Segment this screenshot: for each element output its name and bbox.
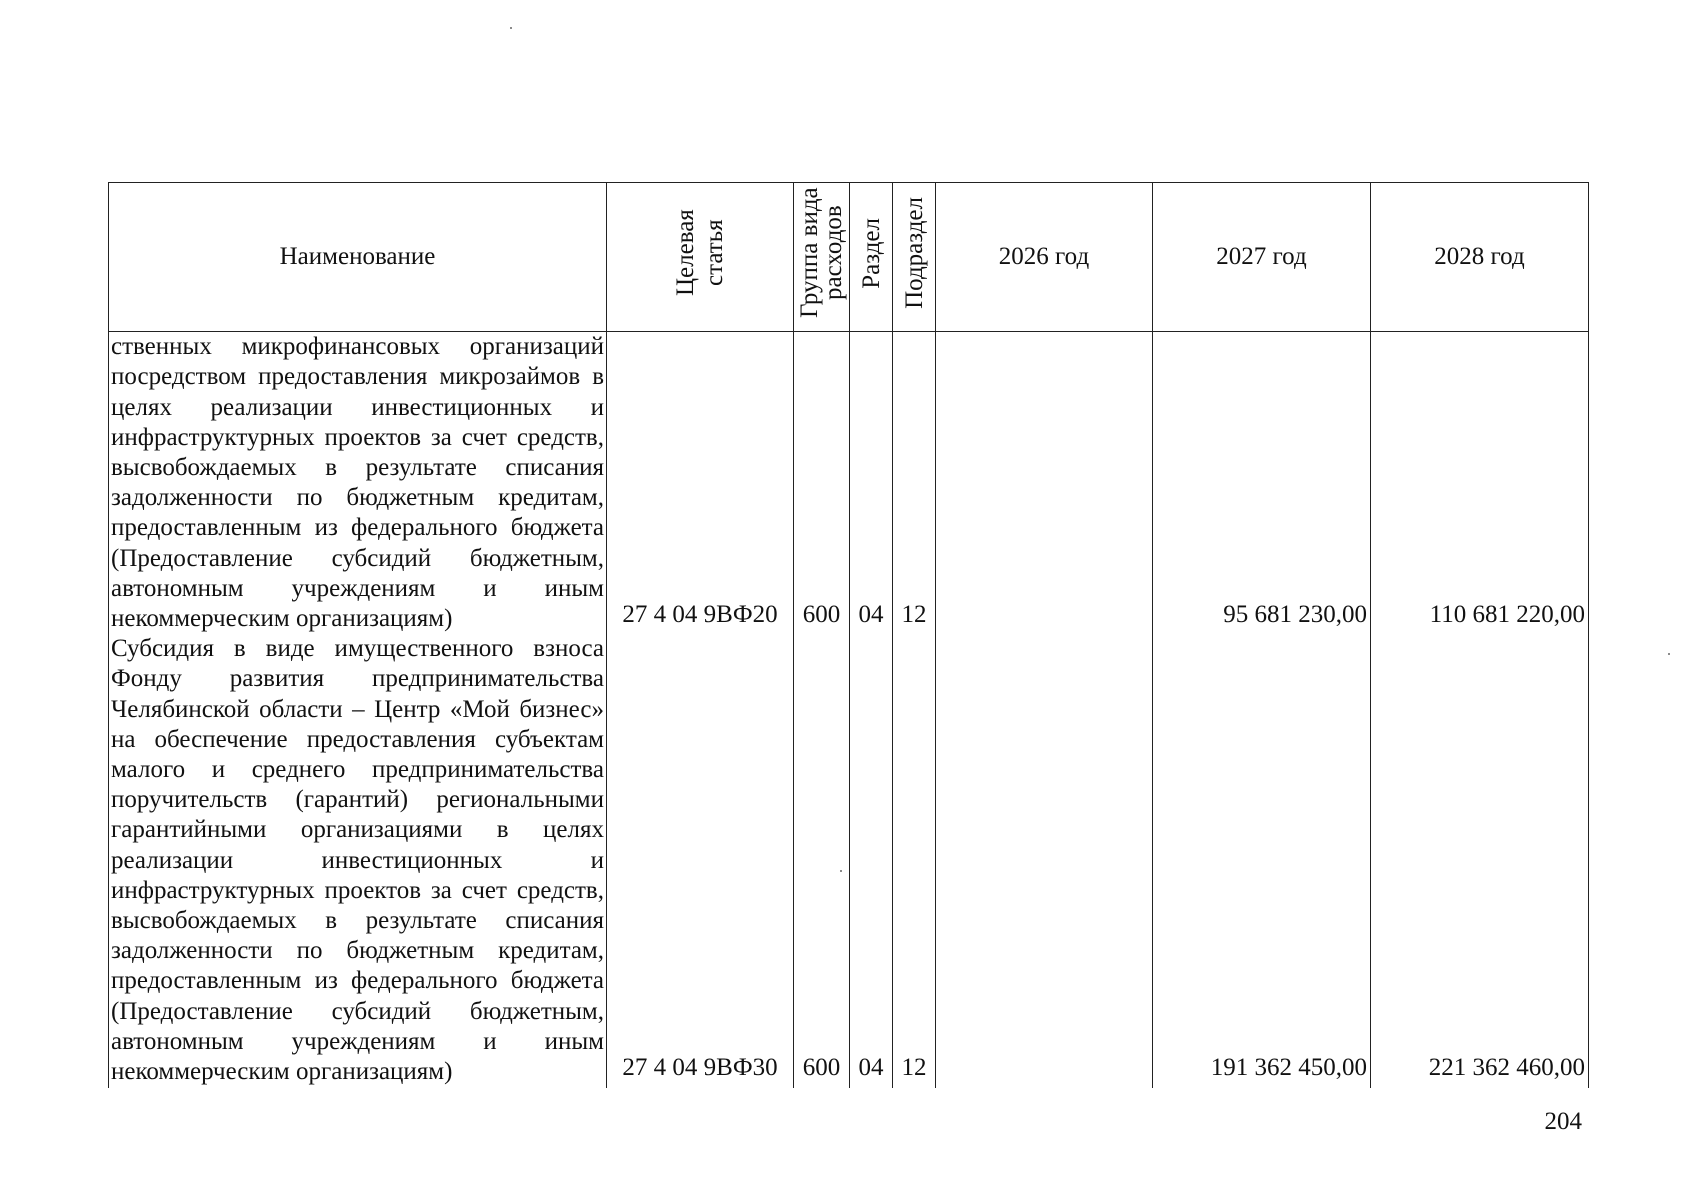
table-header-row	[109, 183, 1589, 332]
row-1-year-2028: 110 681 220,00	[1429, 601, 1585, 629]
header-expense-group	[794, 183, 850, 332]
row-1-expense-group: 600	[802, 601, 841, 629]
row-2-subsection: 12	[901, 1054, 927, 1082]
header-target-article-label: Целевая статья	[672, 209, 728, 297]
header-name-label: Наименование	[279, 243, 436, 270]
row-2-target-article: 27 4 04 9ВФ30	[622, 1054, 778, 1082]
scan-speck	[510, 27, 512, 29]
row-1-year-2027: 95 681 230,00	[1223, 601, 1367, 629]
header-year-2028	[1371, 183, 1589, 332]
name-cell	[109, 332, 607, 1088]
row-1-section: 04	[858, 601, 884, 629]
row-2-name: Субсидия в виде имущественного взноса Фонду развития предпринимательства Челябинской области – Центр «Мой бизнес» на обеспечение предоставления субъектам малого и среднего предпринимательства поручительств (гарантий) региональными гарантийными организациями в целях реализации инвестиционных и инфраструктурных проектов за счет средств, высвобождаемых в результате списания задолженности по бюджетным кредитам, предоставленным из федерального бюджета (Предоставление субсидий бюджетным, автономным учреждениям и иным некоммерческим организациям)	[111, 635, 604, 1086]
header-subsection	[893, 183, 936, 332]
header-year-2026-label: 2026 год	[998, 243, 1090, 270]
row-1-target-article: 27 4 04 9ВФ20	[622, 601, 778, 629]
row-2-expense-group: 600	[802, 1054, 841, 1082]
header-year-2027-label: 2027 год	[1216, 243, 1307, 270]
header-section-label: Раздел	[857, 217, 885, 289]
section-cell	[850, 332, 893, 1088]
header-target-article	[607, 183, 794, 332]
header-subsection-label: Подраздел	[900, 197, 928, 309]
target-article-cell	[607, 332, 794, 1088]
header-year-2028-label: 2028 год	[1434, 243, 1525, 270]
year-2026-cell	[936, 332, 1153, 1088]
page-number: 204	[1544, 1108, 1582, 1135]
year-2028-cell	[1371, 332, 1589, 1088]
year-2027-cell	[1153, 332, 1371, 1088]
row-2-year-2027: 191 362 450,00	[1210, 1054, 1367, 1082]
expense-group-cell	[794, 332, 850, 1088]
budget-table	[108, 182, 1589, 1088]
scan-speck	[840, 870, 842, 872]
row-2-year-2028: 221 362 460,00	[1428, 1054, 1585, 1082]
scan-speck	[1668, 653, 1670, 655]
header-section	[850, 183, 893, 332]
subsection-cell	[893, 332, 936, 1088]
row-1-subsection: 12	[901, 601, 927, 629]
header-name	[109, 183, 607, 332]
row-1-name: ственных микрофинансовых организаций посредством предоставления микрозаймов в целях реализации инвестиционных и инфраструктурных проектов за счет средств, высвобождаемых в результате списания задолженности по бюджетным кредитам, предоставленным из федерального бюджета (Предоставление субсидий бюджетным, автономным учреждениям и иным некоммерческим организациям)	[111, 333, 604, 633]
header-year-2026	[936, 183, 1153, 332]
header-year-2027	[1153, 183, 1371, 332]
row-2-section: 04	[858, 1054, 884, 1082]
table-row	[109, 332, 1589, 1088]
header-expense-group-label: Группа вида расходов	[795, 187, 847, 319]
